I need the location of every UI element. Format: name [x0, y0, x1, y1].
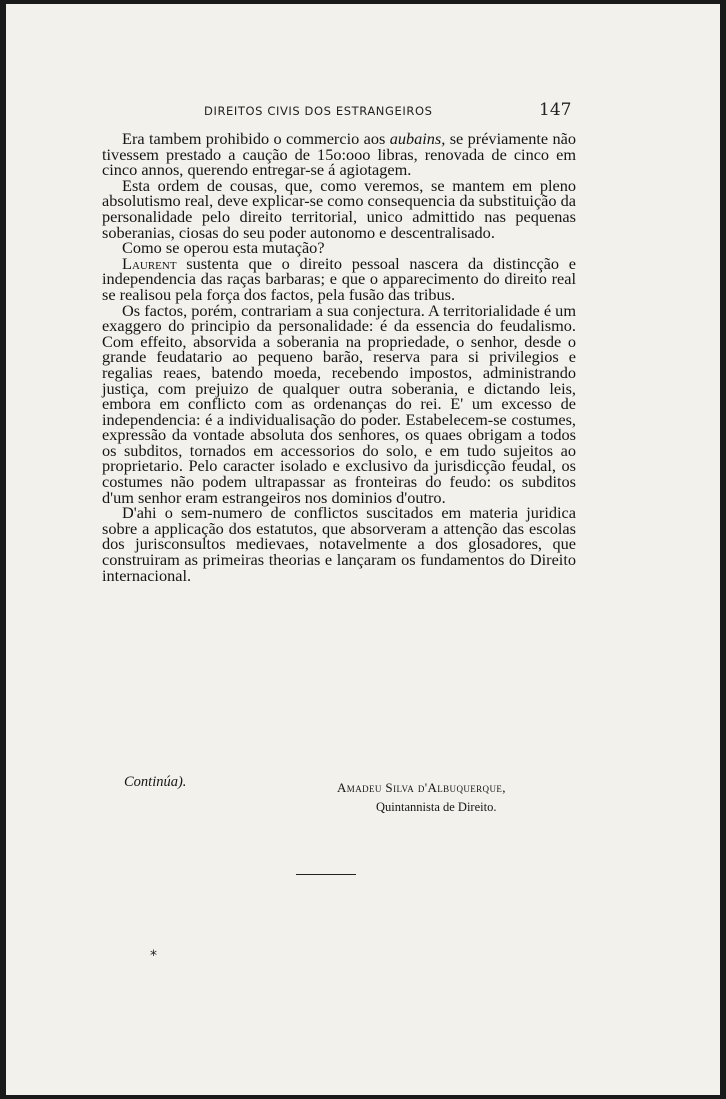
- asterisk-mark: *: [150, 948, 157, 964]
- section-divider: [296, 874, 356, 875]
- author-role: Quintannista de Direito.: [376, 800, 497, 814]
- emphasis-aubains: aubains,: [389, 129, 446, 148]
- author-name-laurent: Laurent: [122, 253, 177, 273]
- paragraph-1: [102, 131, 576, 178]
- paragraph-3: Como se operou esta mutação?: [122, 238, 325, 258]
- running-title: DIREITOS CIVIS DOS ESTRANGEIROS: [204, 104, 433, 118]
- author-signature: Amadeu Silva d'Albuquerque,: [337, 780, 506, 795]
- paragraph-5: Os factos, porém, contrariam a sua conjectura. A territorialidade é um exaggero do principio da personalidade: é da essencia do feudalismo. Com effeito, absorvida a soberania na propriedade, o senhor, desde o grande feudatario ao pequeno barão, reserva para si privilegios e regalias reaes, batendo moeda, recebendo impostos, administrando justiça, com prejuizo de qualquer outra soberania, e dictando leis, embora em conflicto com as ordenanças do rei. E' um excesso de independencia: é a individualisação do poder. Estabelecem-se costumes, expressão da vontade absoluta dos senhores, os quaes obrigam a todos os subditos, tornados em accessorios do solo, e em tudo sujeitos ao proprietario. Pelo caracter isolado e exclusivo da jurisdicção feudal, os costumes não podem ultrapassar as fronteiras do feudo: os subditos d'um senhor eram estrangeiros nos dominios d'outro.: [102, 300, 576, 507]
- page-number: 147: [539, 100, 572, 120]
- paragraph-1-end: se préviamente não tivessem prestado a caução de 15o:ooo libras, renovada de cinco em cinco annos, querendo entregar-se á agiotagem.: [102, 129, 576, 180]
- body-text: [102, 131, 576, 583]
- paragraph-4-rest: sustenta que o direito pessoal nascera da distincção e independencia das raças barbaras; e que o apparecimento do direito real se realisou pela força dos factos, pela fusão das tribus.: [102, 253, 576, 304]
- document-page: [6, 4, 720, 1095]
- paragraph-4: [102, 253, 576, 304]
- continua-note: Continúa).: [124, 774, 187, 790]
- paragraph-1-start: Era tambem prohibido o commercio aos: [122, 129, 390, 148]
- paragraph-6: D'ahi o sem-numero de conflictos suscitados em materia juridica sobre a applicação dos estatutos, que absorveram a attenção das escolas dos jurisconsultos medievaes, notavelmente a dos glosadores, que construiram as primeiras theorias e lançaram os fundamentos do Direito internacional.: [102, 503, 576, 585]
- paragraph-2: Esta ordem de cousas, que, como veremos, se mantem em pleno absolutismo real, deve explicar-se como consequencia da substituição da personalidade pelo direito territorial, unico admittido nas pequenas soberanias, ciosas do seu poder autonomo e descentralisado.: [102, 175, 576, 242]
